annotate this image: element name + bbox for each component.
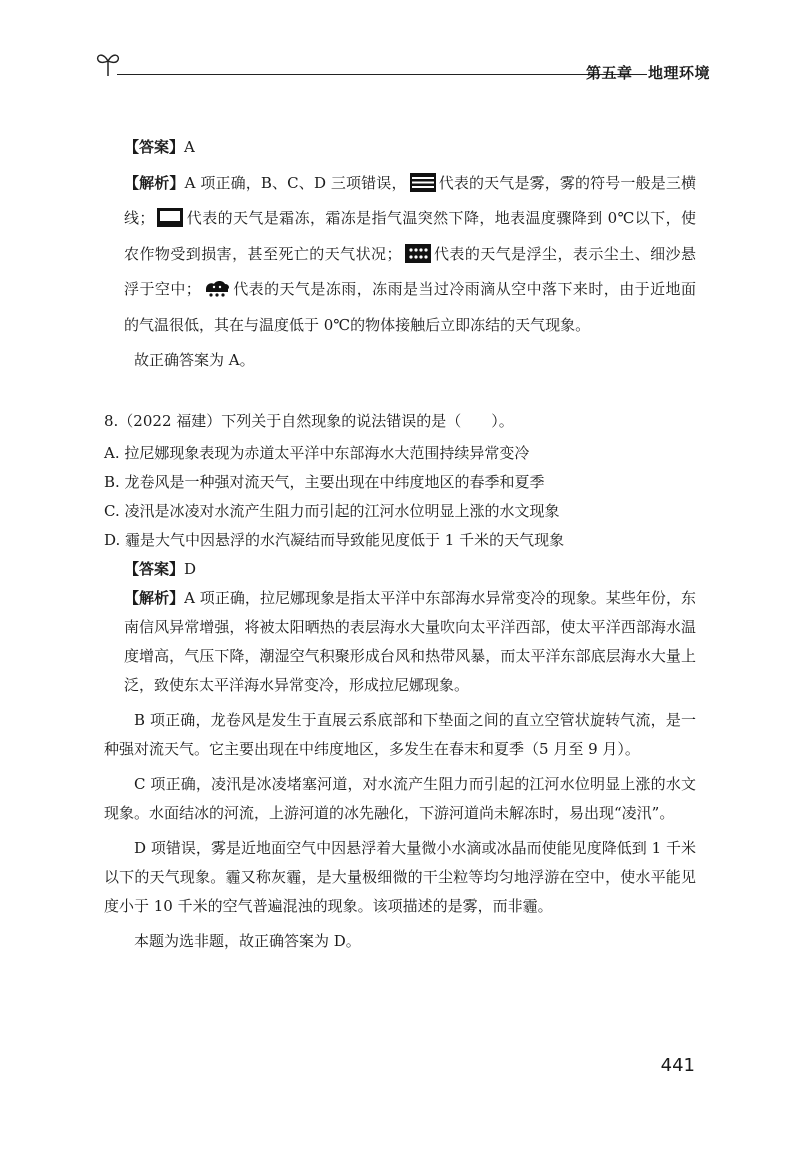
analysis-tag: 【解析】 <box>124 588 185 607</box>
frost-symbol-icon <box>156 208 184 227</box>
answer-tag: 【答案】 <box>124 559 185 578</box>
q8-analysis-b: B 项正确，龙卷风是发生于直展云系底部和下垫面之间的直立空管状旋转气流，是一种强对流天气。它主要出现在中纬度地区，多发生在春末和夏季（5 月至 9 月）。 <box>104 710 696 758</box>
answer-value: D <box>184 559 197 578</box>
analysis-text: 代表的天气是冻雨，冻雨是当过冷雨滴从空中落下来时，由于近地面的气温很低，其在与温度低于 0℃的物体接触后立即冻结的天气现象。 <box>124 280 696 334</box>
page-body <box>104 130 696 956</box>
q8-answer <box>104 555 696 584</box>
q8-option-a: A. 拉尼娜现象表现为赤道太平洋中东部海水大范围持续异常变冷 <box>104 443 530 462</box>
analysis-text: 代表的天气是浮尘，表示尘土、细沙悬浮于空中； <box>124 244 696 298</box>
q8-analysis-a <box>104 584 696 700</box>
answer-tag: 【答案】 <box>124 138 185 156</box>
analysis-text: 代表的天气是雾，雾的符号一般是三横线； <box>124 173 696 227</box>
sprout-icon <box>95 48 121 82</box>
q8-question: 8.（2022 福建）下列关于自然现象的说法错误的是（ ）。 <box>104 411 514 430</box>
q7-analysis <box>104 166 696 344</box>
q8-block <box>104 407 696 956</box>
page-number: 441 <box>660 1055 695 1076</box>
page-header <box>95 48 710 88</box>
analysis-text: A 项正确，B、C、D 三项错误， <box>184 173 407 192</box>
q7-conclusion: 故正确答案为 A。 <box>134 351 255 369</box>
analysis-text: A 项正确，拉尼娜现象是指太平洋中东部海水异常变冷的现象。某些年份，东南信风异常增强，将被太阳晒热的表层海水大量吹向太平洋西部，使太平洋西部海水温度增高，气压下降，潮湿空气积聚形成台风和热带风暴，而太平洋东部底层海水大量上泛，致使东太平洋海水异常变冷，形成拉尼娜现象。 <box>124 588 696 694</box>
chapter-title: 第五章 地理环境 <box>585 64 710 82</box>
dust-symbol-icon <box>404 244 432 263</box>
q8-analysis-c: C 项正确，凌汛是冰凌堵塞河道，对水流产生阻力而引起的江河水位明显上涨的水文现象。水面结冰的河流，上游河道的冰先融化，下游河道尚未解冻时，易出现“凌汛”。 <box>104 774 696 822</box>
analysis-tag: 【解析】 <box>124 173 185 192</box>
q7-answer-block <box>104 130 696 379</box>
q8-option-b: B. 龙卷风是一种强对流天气，主要出现在中纬度地区的春季和夏季 <box>104 472 545 491</box>
q8-option-c: C. 凌汛是冰凌对水流产生阻力而引起的江河水位明显上涨的水文现象 <box>104 501 560 520</box>
q7-answer <box>104 130 696 166</box>
q8-conclusion: 本题为选非题，故正确答案为 D。 <box>134 931 361 950</box>
q8-option-d: D. 霾是大气中因悬浮的水汽凝结而导致能见度低于 1 千米的天气现象 <box>104 530 565 549</box>
freezing-rain-symbol-icon <box>203 279 231 298</box>
q8-analysis-d: D 项错误，雾是近地面空气中因悬浮着大量微小水滴或冰晶而使能见度降低到 1 千米以下的天气现象。霾又称灰霾，是大量极细微的干尘粒等均匀地浮游在空中，使水平能见度小于 10 千米的空气普遍混浊的现象。该项描述的是雾，而非霾。 <box>104 838 696 915</box>
analysis-text: 代表的天气是霜冻，霜冻是指气温突然下降，地表温度骤降到 0℃以下，使农作物受到损害，甚至死亡的天气状况； <box>124 209 696 263</box>
answer-value: A <box>184 138 195 156</box>
fog-symbol-icon <box>409 173 437 192</box>
